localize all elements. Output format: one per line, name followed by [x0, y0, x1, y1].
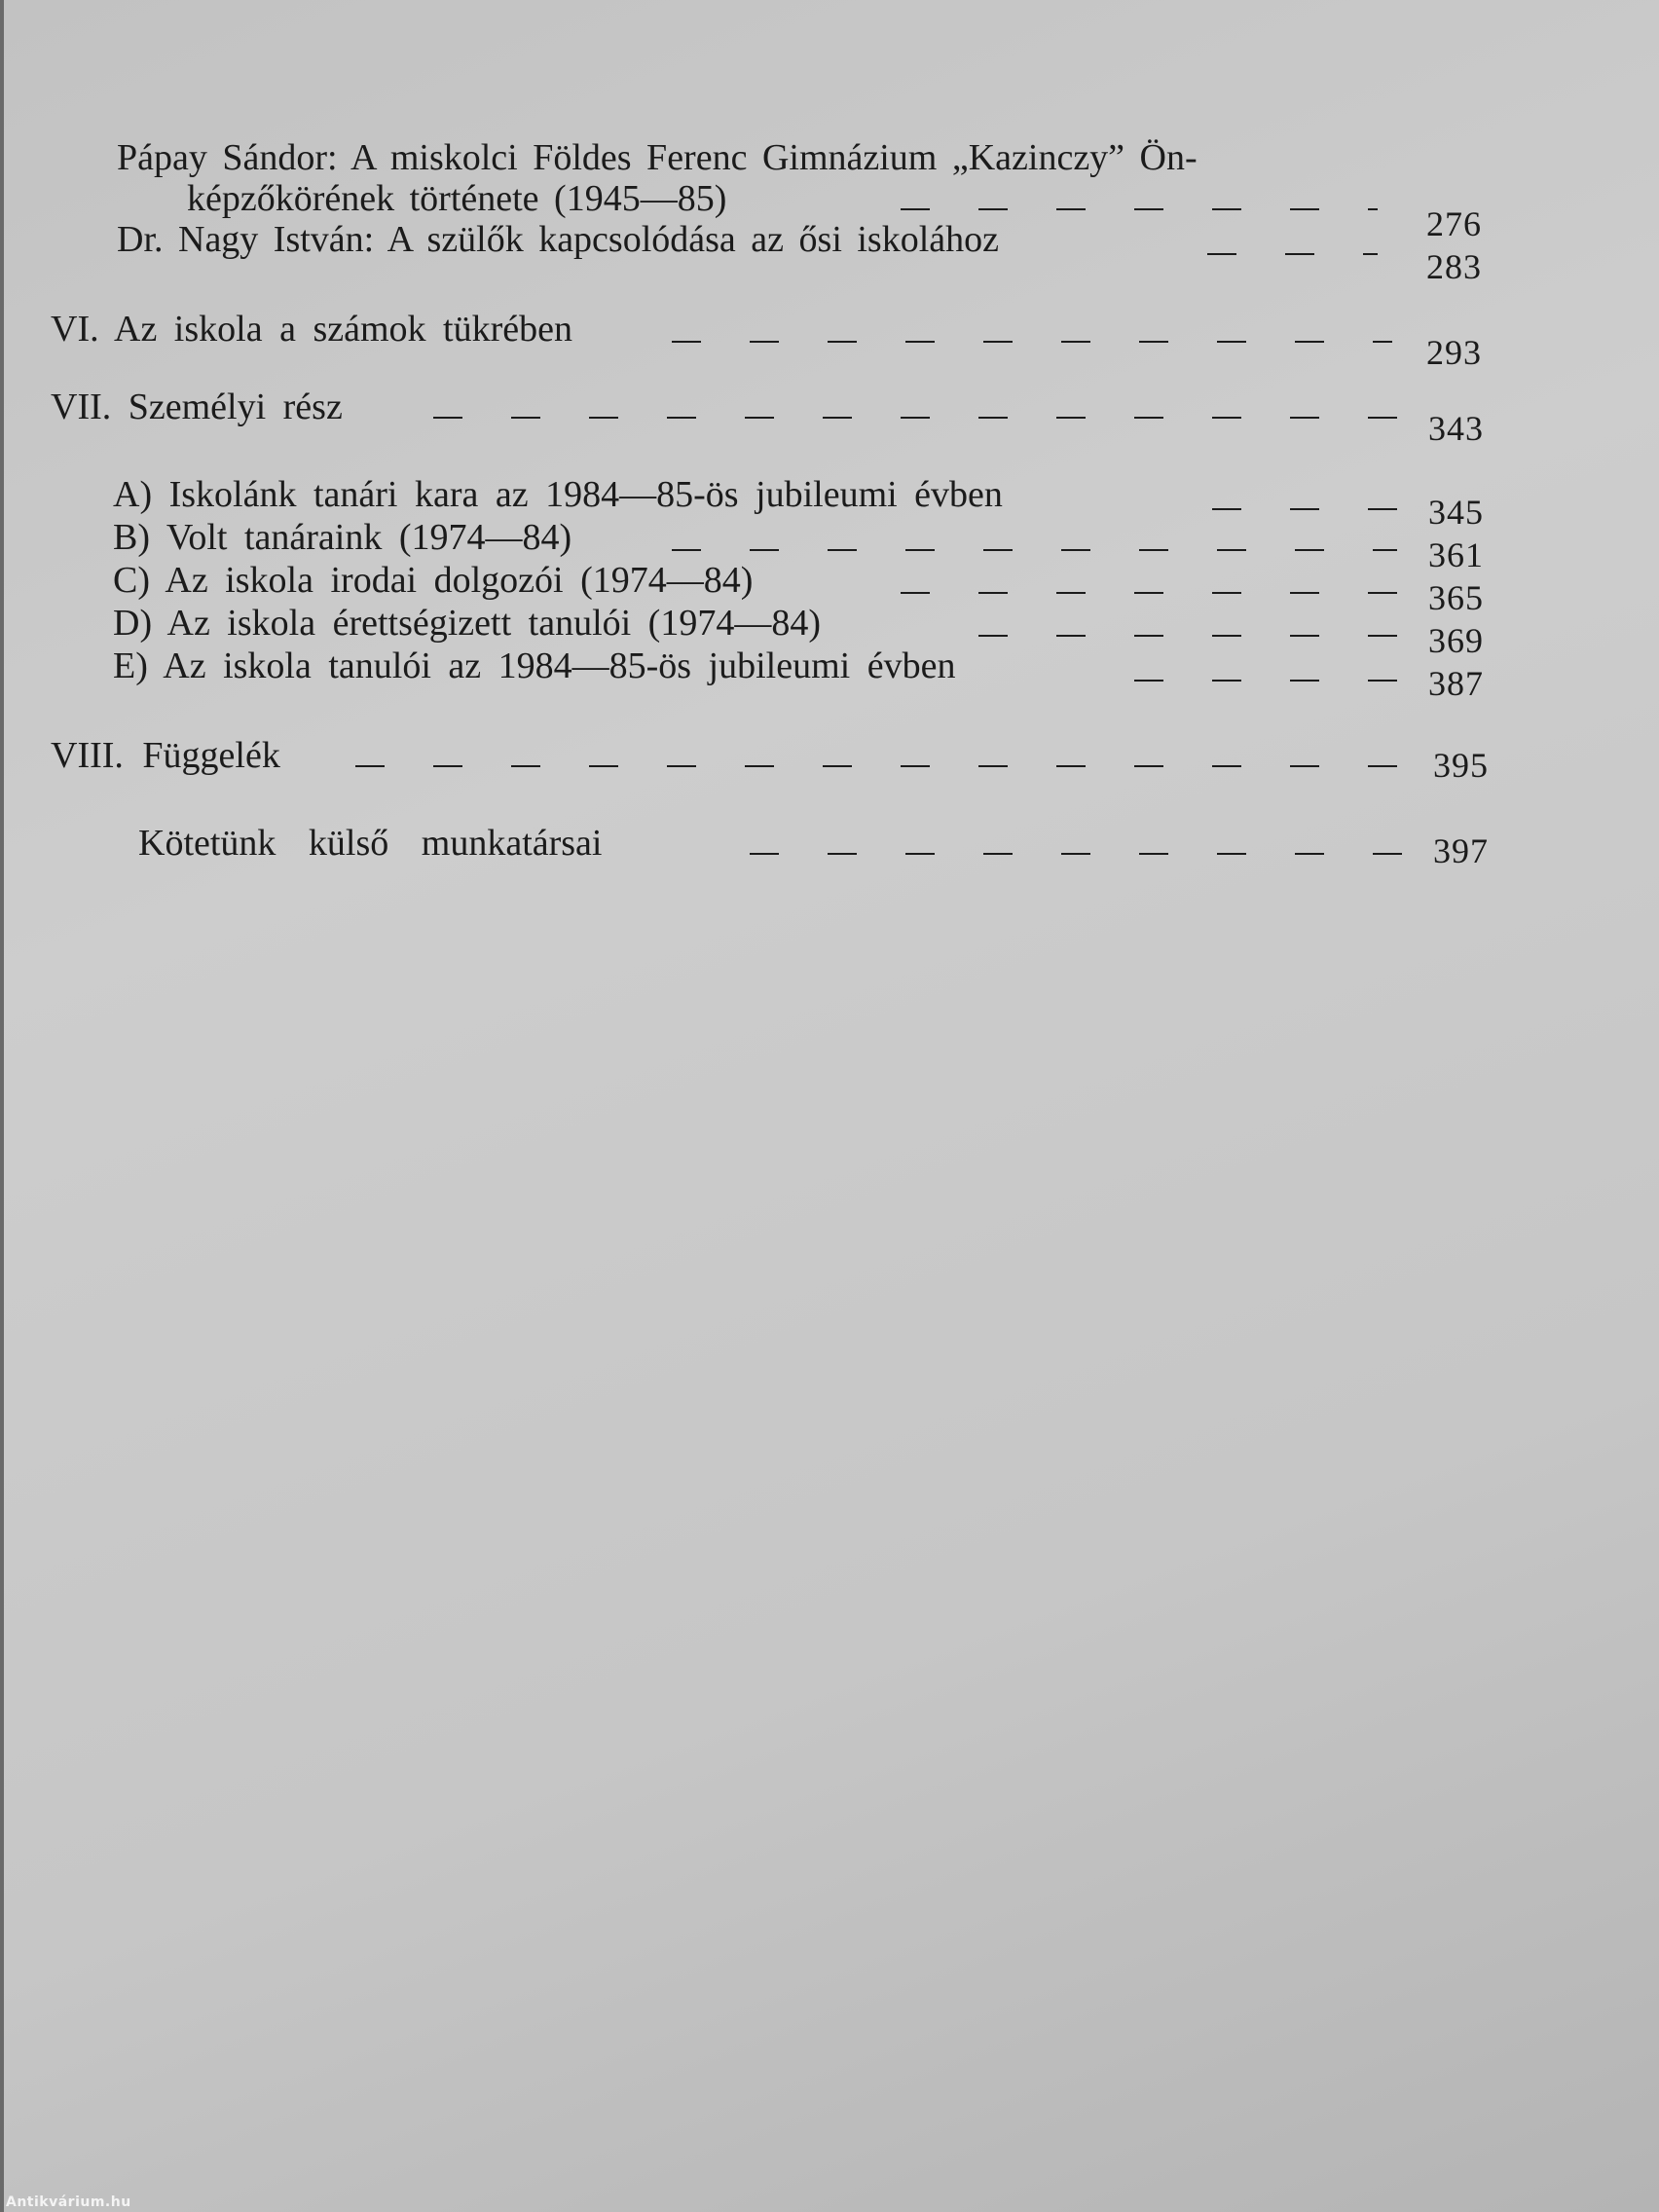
toc-page-number: 361	[1428, 535, 1484, 574]
toc-page-number: 365	[1428, 578, 1484, 617]
toc-entry-text	[113, 516, 571, 559]
toc-entry-text	[51, 308, 572, 350]
toc-entry-label: A) Iskolánk tanári kara az 1984—85-ös jubileumi évben	[113, 474, 1003, 515]
dot-leader	[750, 826, 1402, 868]
dot-leader	[672, 522, 1397, 565]
dot-leader	[978, 608, 1397, 650]
toc-page-number: 343	[1428, 409, 1484, 448]
toc-page-number: 345	[1428, 493, 1484, 532]
toc-entry-text	[113, 473, 1003, 516]
dot-leader	[433, 389, 1397, 432]
watermark: Antikvárium.hu	[6, 2194, 131, 2210]
toc-entry-label: Pápay Sándor: A miskolci Földes Ferenc Gimnázium „Kazinczy” Ön-	[117, 137, 1198, 178]
toc-entry-text	[113, 559, 753, 602]
toc-entry-text	[113, 645, 955, 687]
toc-entry-label: VII. Személyi rész	[51, 387, 343, 427]
toc-entry-text	[113, 602, 821, 645]
toc-entry-label: VI. Az iskola a számok tükrében	[51, 309, 572, 350]
toc-entry-text	[51, 734, 280, 777]
toc-page-number: 369	[1428, 621, 1484, 660]
toc-entry-label: C) Az iskola irodai dolgozói (1974—84)	[113, 560, 754, 601]
toc-entry-text	[138, 822, 602, 865]
dot-leader	[1207, 226, 1378, 269]
dot-leader	[901, 565, 1397, 608]
dot-leader	[672, 313, 1392, 356]
toc-page-number: 283	[1426, 247, 1482, 286]
toc-entry-label: D) Az iskola érettségizett tanulói (1974—84)	[113, 603, 821, 644]
dot-leader	[1212, 481, 1397, 524]
toc-entry-text	[117, 136, 1198, 179]
toc-page-number: 387	[1428, 664, 1484, 703]
toc-entry-label: Dr. Nagy István: A szülők kapcsolódása az ősi iskolához	[117, 219, 1000, 260]
dot-leader	[355, 738, 1402, 781]
toc-page-number: 293	[1426, 333, 1482, 372]
toc-page-number: 397	[1433, 831, 1489, 870]
dot-leader	[1134, 652, 1397, 695]
toc-page-number: 276	[1426, 204, 1482, 243]
page-edge	[0, 0, 4, 2212]
toc-entry-label: E) Az iskola tanulói az 1984—85-ös jubileumi évben	[113, 645, 956, 686]
toc-page-number: 395	[1433, 746, 1489, 785]
toc-entry-text	[187, 177, 726, 220]
toc-entry-text	[51, 386, 343, 428]
toc-entry-text	[117, 218, 999, 261]
toc-entry-label: VIII. Függelék	[51, 735, 280, 776]
toc-entry-label: képzőkörének története (1945—85)	[187, 178, 727, 219]
toc-entry-label: Kötetünk külső munkatársai	[138, 823, 603, 864]
toc-entry-label: B) Volt tanáraink (1974—84)	[113, 517, 572, 558]
